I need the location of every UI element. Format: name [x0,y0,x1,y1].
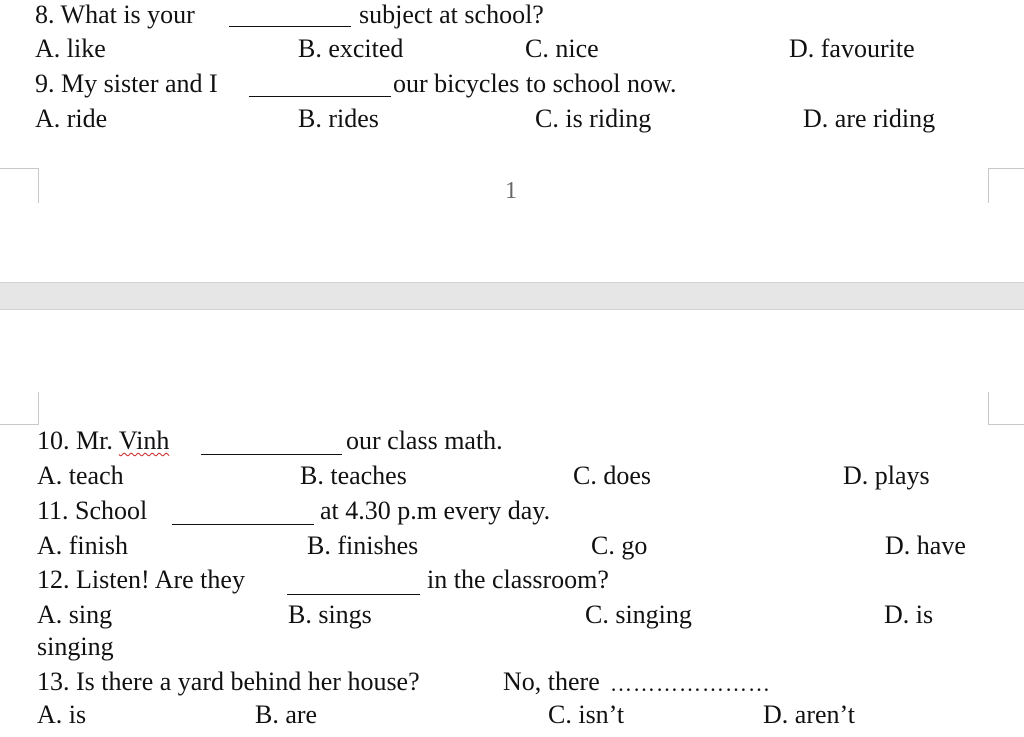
q10-stem-start [37,426,169,456]
q12-option-b: B. sings [288,600,372,629]
document-page-bottom [0,310,1024,737]
q12-blank [287,594,420,595]
q11-stem-end: at 4.30 p.m every day. [320,496,551,525]
q12-option-d: D. is [884,600,934,629]
document-page-top [0,0,1024,282]
q10-option-d: D. plays [843,461,930,490]
q9-option-b: B. rides [298,104,379,133]
q11-option-a: A. finish [37,531,128,560]
q10-blank [201,454,342,455]
q10-option-c: C. does [573,461,651,490]
q9-option-d: D. are riding [803,104,936,133]
q12-option-d-wrap: singing [37,632,114,661]
q10-option-b: B. teaches [300,461,407,490]
q10-stem-end: our class math. [346,426,503,455]
q10-name-spellcheck: Vinh [118,426,170,455]
crop-mark-top-right [988,168,1024,203]
crop-mark-bottom-right [988,392,1024,425]
q13-answer-prefix: No, there [503,667,600,696]
q8-stem-end: subject at school? [359,0,544,29]
q13-option-c: C. isn’t [548,700,625,729]
page-separator [0,282,1024,310]
q11-option-d: D. have [885,531,966,560]
q9-option-a: A. ride [35,104,108,133]
q12-stem-start: 12. Listen! Are they [37,565,245,594]
q13-stem: 13. Is there a yard behind her house? [37,667,420,696]
crop-mark-top-left [0,168,39,203]
q12-option-c: C. singing [585,600,692,629]
q10-number: 10. Mr. [37,426,113,455]
q11-stem-start: 11. School [37,496,148,525]
q13-option-a: A. is [37,700,87,729]
q8-stem-start: 8. What is your [35,0,195,29]
q8-option-c: C. nice [525,34,599,63]
q13-dotted-blank: ………………… [610,671,771,696]
q9-blank [249,96,391,97]
page-number: 1 [505,178,517,204]
q8-option-a: A. like [35,34,106,63]
q13-option-b: B. are [255,700,318,729]
q11-option-b: B. finishes [307,531,419,560]
q8-option-b: B. excited [298,34,404,63]
q10-option-a: A. teach [37,461,124,490]
q11-option-c: C. go [591,531,648,560]
q13-option-d: D. aren’t [763,700,855,729]
crop-mark-bottom-left [0,392,39,425]
q12-stem-end: in the classroom? [427,565,609,594]
q12-option-a: A. sing [37,600,113,629]
q8-option-d: D. favourite [789,34,915,63]
q9-option-c: C. is riding [535,104,652,133]
q11-blank [172,524,314,525]
q9-stem-end: our bicycles to school now. [393,69,677,98]
q9-stem-start: 9. My sister and I [35,69,218,98]
q8-blank [229,26,351,27]
